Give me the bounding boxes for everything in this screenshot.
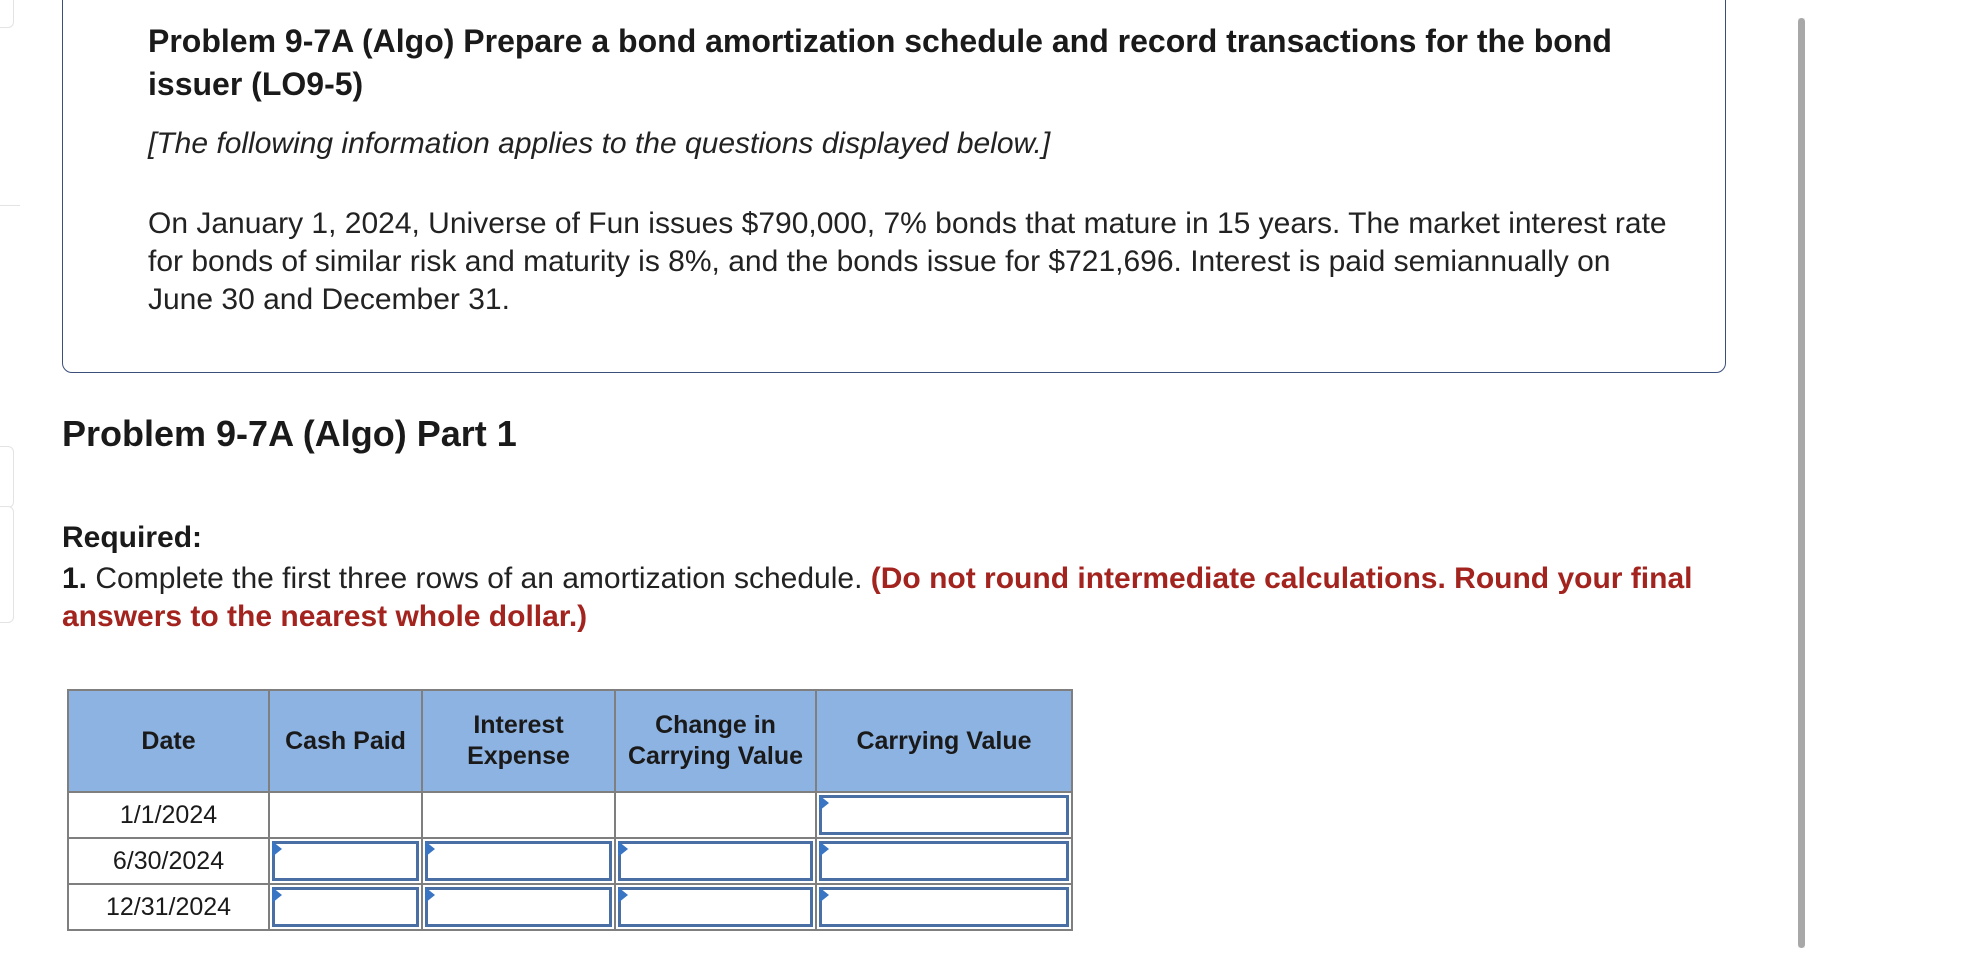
cash-paid-cell [269, 838, 422, 884]
change-in-carrying-value-cell-blank [615, 792, 816, 838]
header-carrying-value: Carrying Value [816, 690, 1072, 792]
change-in-carrying-value-input-12-31-2024[interactable] [618, 887, 813, 927]
header-change-in-carrying-value: Change in Carrying Value [615, 690, 816, 792]
table-header-row [68, 690, 1072, 792]
carrying-value-cell [816, 838, 1072, 884]
header-cash-paid: Cash Paid [269, 690, 422, 792]
row-date: 12/31/2024 [68, 884, 269, 930]
carrying-value-input-1-1-2024[interactable] [819, 795, 1069, 835]
part-title: Problem 9-7A (Algo) Part 1 [62, 413, 517, 454]
adjacent-panel-fragment [0, 0, 14, 28]
interest-expense-cell-blank [422, 792, 615, 838]
problem-scenario: On January 1, 2024, Universe of Fun issues $790,000, 7% bonds that mature in 15 years. The market interest rate for bonds of similar risk and maturity is 8%, and the bonds issue for $721,696. Interest is paid semiannually on June 30 and December 31. [148, 207, 1667, 316]
table-row [68, 838, 1072, 884]
required-label: Required: [62, 521, 203, 554]
carrying-value-cell [816, 884, 1072, 930]
cash-paid-input-6-30-2024[interactable] [272, 841, 419, 881]
change-in-carrying-value-cell [615, 838, 816, 884]
change-in-carrying-value-cell [615, 884, 816, 930]
cash-paid-cell-blank [269, 792, 422, 838]
carrying-value-input-12-31-2024[interactable] [819, 887, 1069, 927]
rounding-warning: (Do not round intermediate calculations. Round your final answers to the nearest whole dollar.) [62, 562, 1693, 633]
instruction-text: Complete the first three rows of an amortization schedule. [95, 562, 863, 595]
applies-note: [The following information applies to the questions displayed below.] [148, 127, 1051, 160]
vertical-scrollbar-thumb[interactable] [1798, 18, 1805, 948]
interest-expense-input-6-30-2024[interactable] [425, 841, 612, 881]
amortization-schedule-table [67, 689, 1073, 931]
row-date: 6/30/2024 [68, 838, 269, 884]
interest-expense-input-12-31-2024[interactable] [425, 887, 612, 927]
table-row [68, 884, 1072, 930]
carrying-value-cell [816, 792, 1072, 838]
adjacent-panel-fragment [0, 446, 14, 508]
change-in-carrying-value-input-6-30-2024[interactable] [618, 841, 813, 881]
cash-paid-cell [269, 884, 422, 930]
carrying-value-input-6-30-2024[interactable] [819, 841, 1069, 881]
header-date: Date [68, 690, 269, 792]
adjacent-panel-divider [0, 205, 20, 206]
header-interest-expense: Interest Expense [422, 690, 615, 792]
adjacent-panel-fragment [0, 506, 14, 623]
instruction-number: 1. [62, 562, 88, 595]
cash-paid-input-12-31-2024[interactable] [272, 887, 419, 927]
problem-title: Problem 9-7A (Algo) Prepare a bond amortization schedule and record transactions for the bond issuer (LO9-5) [148, 23, 1612, 102]
row-date: 1/1/2024 [68, 792, 269, 838]
interest-expense-cell [422, 838, 615, 884]
interest-expense-cell [422, 884, 615, 930]
table-row [68, 792, 1072, 838]
instruction [62, 560, 1762, 636]
